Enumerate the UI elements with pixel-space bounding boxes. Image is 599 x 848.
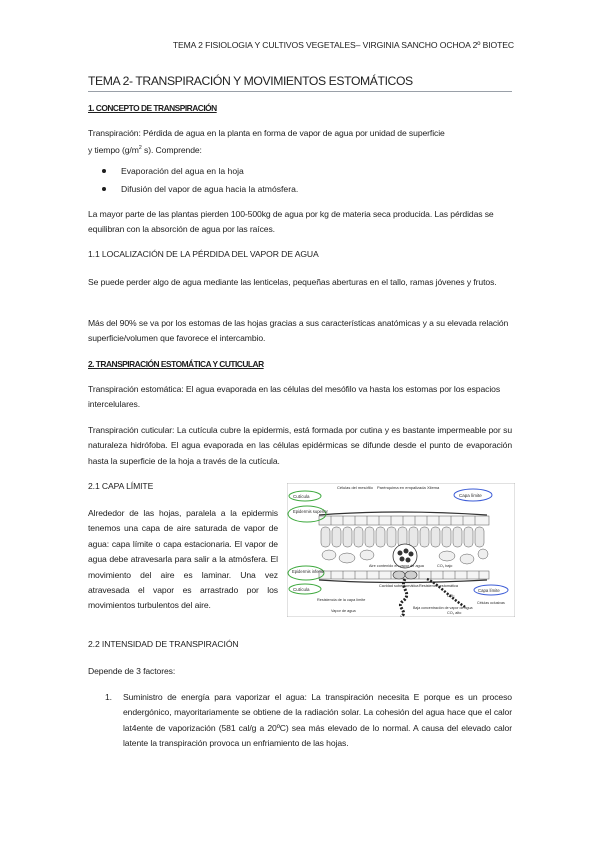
bullet-list [88,164,512,200]
factors-intro: Depende de 3 factores: [88,666,176,676]
label-co2-low: CO₂ bajo [437,564,453,568]
numbered-list-item [88,690,512,752]
paragraph-water-loss: La mayor parte de las plantas pierden 100-500kg de agua por kg de materia seca producida. Las pérdidas se equilibran con la absorción de agua por las raíces. [88,209,494,235]
paragraph-boundary-layer: Alrededor de las hojas, paralela a la epidermis tenemos una capa de aire saturada de vapor de agua: capa límite o capa estacionaria. El vapor de agua debe atravesarla para salir a la atmósfera. El movimiento del aire es laminar. Una vez atravesada el vapor es arrastrado por los movimientos turbulentos del aire. [88,508,278,611]
label-co2: CO₂ [447,593,455,598]
subsection-1-1-heading: 1.1 LOCALIZACIÓN DE LA PÉRDIDA DEL VAPOR DE AGUA [88,249,319,259]
label-stomatal-resistance: Resistencia estomática [419,584,459,588]
definition-text: y tiempo (g/m [88,145,139,156]
list-item-text: Difusión del vapor de agua hacia la atmósfera. [121,184,299,194]
label-water-vapor: Vapor de agua [331,609,356,613]
label-cuticle-bottom: Cutícula [293,587,310,592]
upper-epidermis-cells [319,516,489,525]
label-cuticle-top: Cutícula [293,494,310,499]
label-upper-epidermis: Epidermis superior [293,509,328,514]
leaf-cross-section-figure [287,483,515,617]
paragraph-cuticular: Transpiración cuticular: La cutícula cubre la epidermis, está formada por cutina y es bastante impermeable por su naturaleza hidrófoba. El agua evaporada en las células epidérmicas se difunde desde el punto de evaporación hasta la superficie de la hoja a través de la cutícula. [88,425,512,466]
subsection-2-2-heading: 2.2 INTENSIDAD DE TRANSPIRACIÓN [88,639,239,649]
page-header: TEMA 2 FISIOLOGIA Y CULTIVOS VEGETALES– VIRGINIA SANCHO OCHOA 2º BIOTEC [172,40,514,50]
title-underline [88,91,512,92]
list-item-text: Evaporación del agua en la hoja [121,166,244,176]
paragraph-stomata: Más del 90% se va por los estomas de las hojas gracias a sus características anatómicas y a su elevada relación superficie/volumen que favorece el intercambio. [88,318,509,344]
subsection-2-1-heading: 2.1 CAPA LÍMITE [88,481,154,491]
definition-line-2 [88,141,512,158]
label-substomatal-cavity: Cavidad subestomática [379,584,419,588]
label-xylem: Xilema [427,485,440,490]
definition-line-1: Transpiración: Pérdida de agua en la planta en forma de vapor de agua por unidad de superficie [88,128,445,138]
factor-1-text: Suministro de energía para vaporizar el agua: La transpiración necesita E porque es un proceso endergónico, mayoritariamente se obtiene de la radiación solar. La cohesión del agua hace que el calor lat4ente de vaporización (581 cal/g a 20ºC) sea más elevado de lo normal. A causa del elevado calor latente la transpiración provoca un enfriamiento de las hojas. [123,692,512,749]
section-1-heading: 1. CONCEPTO DE TRANSPIRACIÓN [88,103,217,113]
label-boundary-layer-top: Capa límite [459,493,482,498]
label-mesophyll-cells: Células del mesófilo [337,485,373,490]
label-boundary-layer-bottom: Capa límite [478,588,500,593]
list-item [88,164,512,182]
paragraph-stomatal: Transpiración estomática: El agua evaporada en las células del mesófilo va hasta los estomas por los espacios intercelulares. [88,384,501,410]
superscript: 2 [138,145,142,152]
bullet-icon [102,169,106,173]
page-title: TEMA 2- TRANSPIRACIÓN Y MOVIMIENTOS ESTOMÁTICOS [88,74,413,88]
definition-text-end: s). Comprende: [141,145,202,156]
list-number: 1. [105,692,112,702]
list-item [88,182,512,200]
paragraph-lenticels: Se puede perder algo de agua mediante las lenticelas, pequeñas aberturas en el tallo, ramas jóvenes y frutos. [88,277,497,287]
label-guard-cells: Células oclusivas [477,601,505,605]
label-boundary-resistance: Resistencia de la capa límite [317,598,366,602]
label-lower-epidermis: Epidermis inferior [292,569,325,574]
label-air-vapor: Aire contenido en vapor de agua [369,564,424,568]
definition-paragraph [88,126,512,159]
label-palisade: Parénquima en empalizada [377,485,426,490]
label-low-vapor-concentration: Baja concentración de vapor de agua [413,606,473,610]
section-2-heading: 2. TRANSPIRACIÓN ESTOMÁTICA Y CUTICULAR [88,359,264,369]
bullet-icon [102,187,106,191]
label-co2-high: CO₂ alto [447,611,462,615]
